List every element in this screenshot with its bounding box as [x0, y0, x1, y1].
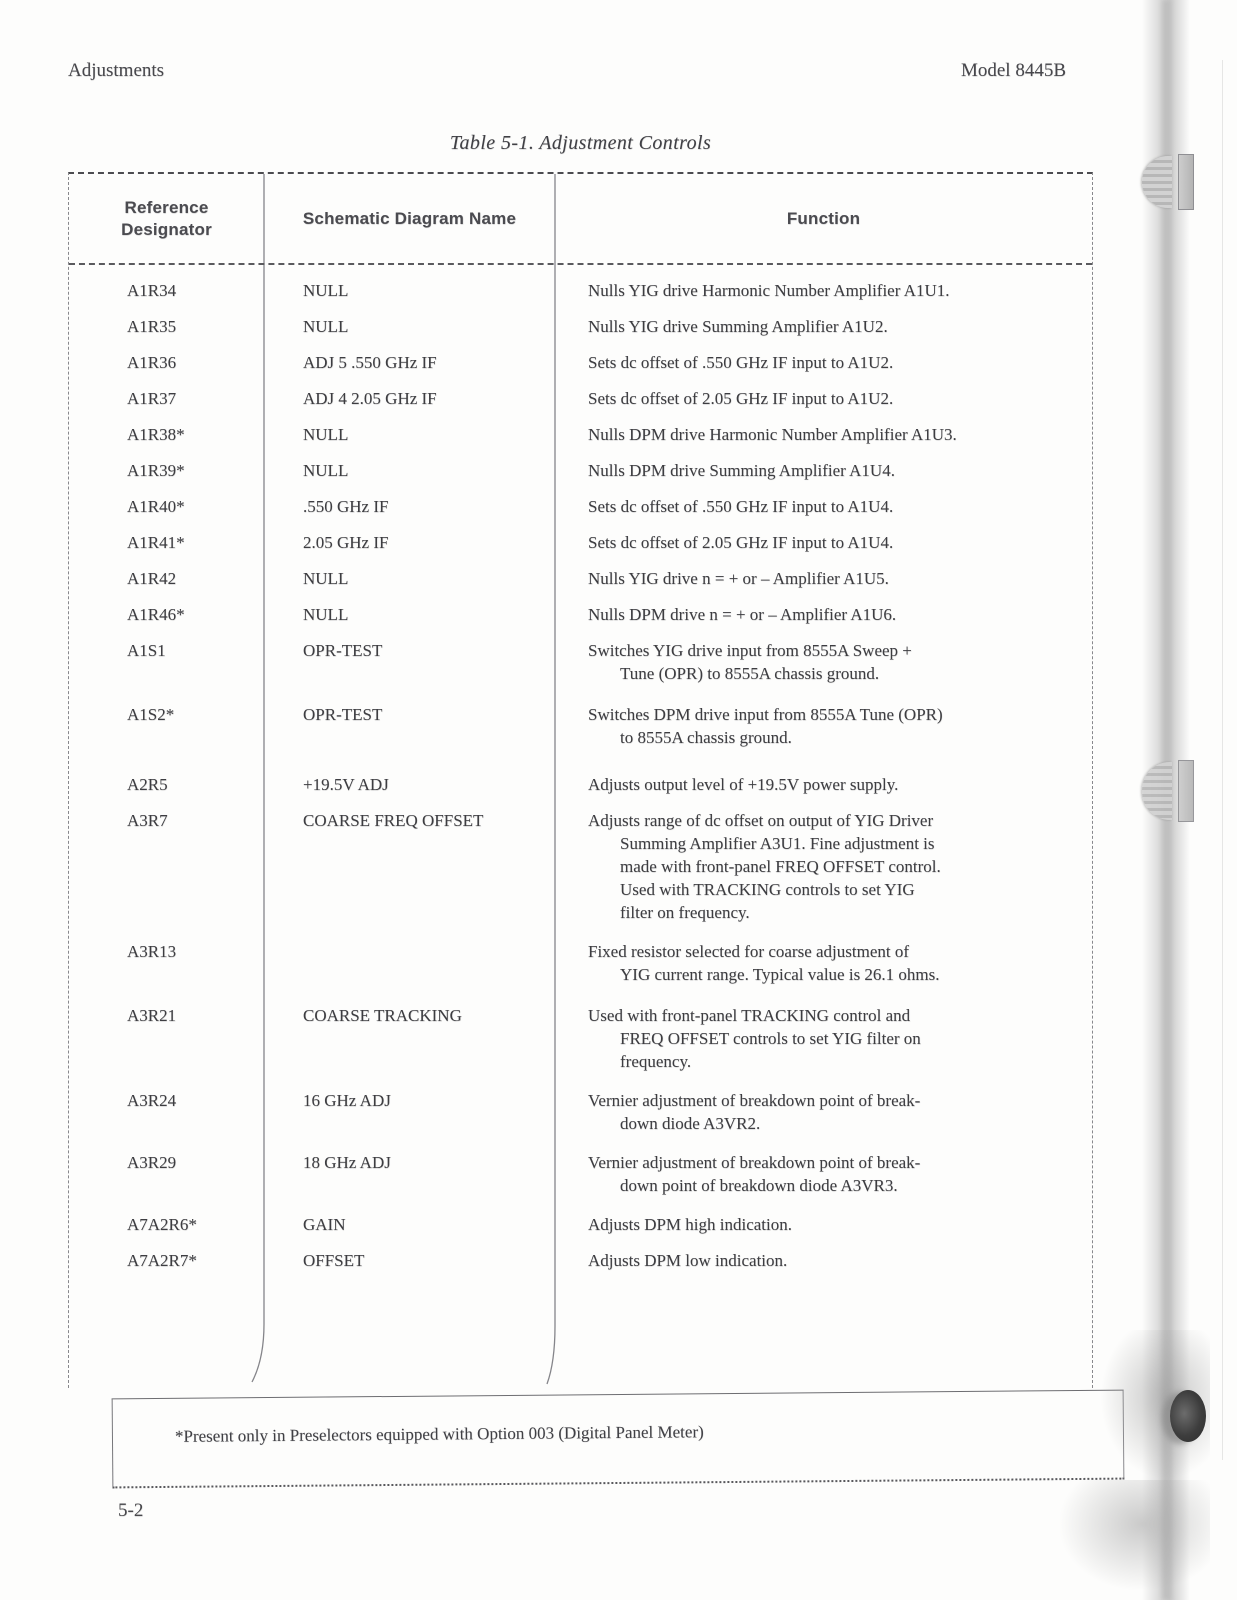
schematic-name: OPR-TEST: [303, 641, 383, 660]
schematic-name: NULL: [303, 317, 349, 336]
ref-designator: A1R42: [127, 569, 177, 588]
function-line: Switches YIG drive input from 8555A Sweep +: [588, 641, 912, 660]
function-line: Summing Amplifier A3U1. Fine adjustment is: [620, 834, 935, 853]
function-cell: [555, 1004, 1092, 1073]
schematic-name: ADJ 4 2.05 GHz IF: [303, 389, 437, 408]
table-row: [69, 423, 1092, 446]
ref-designator: A2R5: [127, 775, 168, 794]
schematic-name: ADJ 5 .550 GHz IF: [303, 353, 437, 372]
function-cell: [555, 703, 1092, 749]
function-cell: [555, 315, 1092, 338]
ref-designator: A1R34: [127, 281, 177, 300]
column-header-schematic-diagram-name: Schematic Diagram Name: [302, 208, 517, 228]
ref-designator: A1S1: [127, 641, 166, 660]
binder-ring-coil: [1142, 156, 1172, 208]
binder-ring-top: [1142, 152, 1198, 214]
function-line: Adjusts range of dc offset on output of YIG Driver: [588, 811, 934, 830]
table-header-row: [69, 174, 1092, 263]
schematic-name: 16 GHz ADJ: [303, 1091, 391, 1110]
adjustment-controls-table: [68, 172, 1093, 1388]
schematic-name: NULL: [303, 461, 349, 480]
schematic-name: COARSE FREQ OFFSET: [303, 811, 484, 830]
function-line: Used with TRACKING controls to set YIG: [620, 880, 915, 899]
function-line: Sets dc offset of .550 GHz IF input to A1U4.: [588, 497, 894, 516]
schematic-name: NULL: [303, 425, 349, 444]
ref-designator: A3R7: [127, 811, 168, 830]
column-header-function: Function: [786, 208, 861, 228]
page-edge-line: [1222, 60, 1223, 1460]
function-line: Nulls YIG drive n = + or – Amplifier A1U5.: [588, 569, 889, 588]
ref-designator: A1R38*: [127, 425, 185, 444]
ref-designator: A1R35: [127, 317, 177, 336]
table-row: [69, 703, 1092, 749]
ref-designator: A1R40*: [127, 497, 185, 516]
function-line: Vernier adjustment of breakdown point of break-: [588, 1153, 921, 1172]
table-row: [69, 495, 1092, 518]
function-line: Nulls YIG drive Summing Amplifier A1U2.: [588, 317, 888, 336]
column-header-reference-designator: Reference Designator: [121, 197, 212, 239]
function-line: Sets dc offset of 2.05 GHz IF input to A1U4.: [588, 533, 894, 552]
function-line: to 8555A chassis ground.: [620, 728, 792, 747]
schematic-name: OFFSET: [303, 1251, 365, 1270]
function-cell: [555, 279, 1092, 302]
function-cell: [555, 1089, 1092, 1135]
footnote-box: [112, 1390, 1125, 1489]
function-cell: [555, 773, 1092, 796]
function-line: Fixed resistor selected for coarse adjustment of: [588, 942, 910, 961]
binder-ring-clip: [1178, 760, 1194, 822]
function-line: Vernier adjustment of breakdown point of break-: [588, 1091, 921, 1110]
function-line: filter on frequency.: [620, 903, 750, 922]
function-line: FREQ OFFSET controls to set YIG filter on: [620, 1029, 921, 1048]
function-line: Nulls DPM drive Harmonic Number Amplifier A1U3.: [588, 425, 957, 444]
table-row: [69, 1249, 1092, 1272]
function-line: Adjusts output level of +19.5V power supply.: [588, 775, 899, 794]
schematic-name: +19.5V ADJ: [303, 775, 389, 794]
function-line: Sets dc offset of .550 GHz IF input to A1U2.: [588, 353, 894, 372]
ref-designator: A1R36: [127, 353, 177, 372]
ref-designator: A7A2R6*: [127, 1215, 197, 1234]
function-cell: [555, 423, 1092, 446]
schematic-name: NULL: [303, 605, 349, 624]
function-line: Nulls DPM drive Summing Amplifier A1U4.: [588, 461, 895, 480]
table-row: [69, 531, 1092, 554]
schematic-name: NULL: [303, 569, 349, 588]
binder-ring-clip: [1178, 154, 1194, 210]
function-cell: [555, 351, 1092, 374]
table-row: [69, 603, 1092, 626]
ref-designator: A3R24: [127, 1091, 177, 1110]
binder-ring-bottom: [1170, 1390, 1206, 1442]
ref-designator: A1R46*: [127, 605, 185, 624]
model-number: Model 8445B: [960, 60, 1066, 81]
function-line: made with front-panel FREQ OFFSET control.: [620, 857, 941, 876]
table-caption: Table 5-1. Adjustment Controls: [449, 132, 712, 154]
function-line: Switches DPM drive input from 8555A Tune (OPR): [588, 705, 943, 724]
schematic-name: COARSE TRACKING: [303, 1006, 462, 1025]
function-cell: [555, 940, 1092, 986]
function-line: down diode A3VR2.: [620, 1114, 761, 1133]
function-line: Adjusts DPM low indication.: [588, 1251, 788, 1270]
bottom-right-scan-shadow: [1060, 1480, 1210, 1590]
function-line: YIG current range. Typical value is 26.1 ohms.: [620, 965, 940, 984]
function-cell: [555, 567, 1092, 590]
function-line: Used with front-panel TRACKING control and: [588, 1006, 911, 1025]
running-header: [68, 60, 1066, 82]
table-row: [69, 567, 1092, 590]
ref-designator: A1R37: [127, 389, 177, 408]
function-line: Adjusts DPM high indication.: [588, 1215, 793, 1234]
ref-designator: A3R29: [127, 1153, 177, 1172]
table-row: [69, 1004, 1092, 1073]
ref-designator: A7A2R7*: [127, 1251, 197, 1270]
schematic-name: OPR-TEST: [303, 705, 383, 724]
table-row: [69, 387, 1092, 410]
table-row: [69, 1089, 1092, 1135]
table-row: [69, 279, 1092, 302]
schematic-name: .550 GHz IF: [303, 497, 389, 516]
function-cell: [555, 387, 1092, 410]
ref-designator: A1R39*: [127, 461, 185, 480]
function-cell: [555, 459, 1092, 482]
table-row: [69, 809, 1092, 924]
binder-ring-coil: [1142, 762, 1172, 820]
function-cell: [555, 603, 1092, 626]
function-line: down point of breakdown diode A3VR3.: [620, 1176, 898, 1195]
table-row: [69, 459, 1092, 482]
function-cell: [555, 1213, 1092, 1236]
function-line: Tune (OPR) to 8555A chassis ground.: [620, 664, 880, 683]
function-cell: [555, 809, 1092, 924]
table-row: [69, 773, 1092, 796]
table-row: [69, 351, 1092, 374]
table-row: [69, 940, 1092, 986]
function-line: Nulls YIG drive Harmonic Number Amplifier A1U1.: [588, 281, 950, 300]
footnote-text: *Present only in Preselectors equipped with Option 003 (Digital Panel Meter): [174, 1422, 704, 1446]
function-line: frequency.: [620, 1052, 692, 1071]
table-row: [69, 639, 1092, 685]
schematic-name: 18 GHz ADJ: [303, 1153, 391, 1172]
schematic-name: NULL: [303, 281, 349, 300]
schematic-name: [264, 940, 555, 986]
function-line: Nulls DPM drive n = + or – Amplifier A1U6.: [588, 605, 897, 624]
section-title: Adjustments: [68, 60, 165, 81]
ref-designator: A1S2*: [127, 705, 175, 724]
page-number: 5-2: [118, 1500, 144, 1521]
binder-ring-middle: [1142, 758, 1198, 826]
schematic-name: GAIN: [303, 1215, 346, 1234]
function-cell: [555, 1151, 1092, 1197]
function-cell: [555, 639, 1092, 685]
function-cell: [555, 495, 1092, 518]
table-row: [69, 1213, 1092, 1236]
function-cell: [555, 531, 1092, 554]
ref-designator: A3R13: [127, 942, 177, 961]
ref-designator: A3R21: [127, 1006, 177, 1025]
table-row: [69, 315, 1092, 338]
function-cell: [555, 1249, 1092, 1272]
table-body: [69, 265, 1092, 1390]
function-line: Sets dc offset of 2.05 GHz IF input to A1U2.: [588, 389, 894, 408]
ref-designator: A1R41*: [127, 533, 185, 552]
schematic-name: 2.05 GHz IF: [303, 533, 389, 552]
table-row: [69, 1151, 1092, 1197]
